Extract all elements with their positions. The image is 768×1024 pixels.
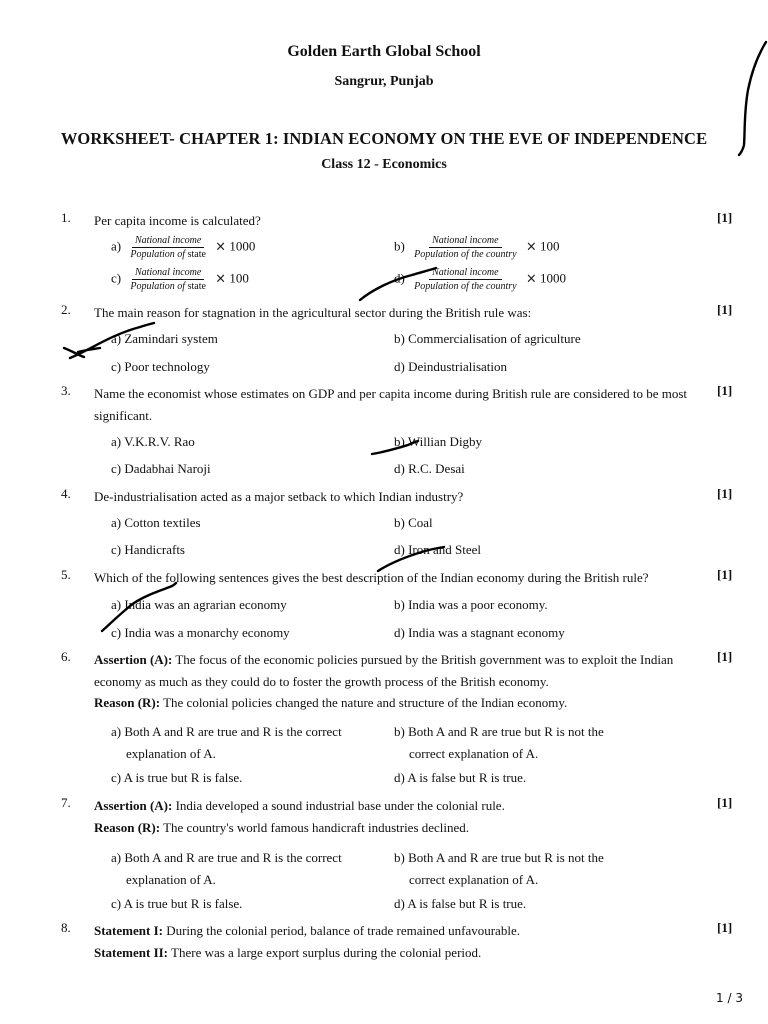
option-b: b) Coal bbox=[394, 515, 433, 530]
marks: [1] bbox=[717, 486, 733, 501]
assertion-text: The focus of the economic policies pursued by the British government was to exploit the Indian economy as much as they could do to foster the growth process of the British economy. bbox=[94, 652, 674, 689]
option-a: a) V.K.R.V. Rao bbox=[111, 434, 195, 449]
marks: [1] bbox=[717, 210, 733, 225]
multiplier: 100 bbox=[540, 238, 560, 254]
option-text: a) Both A and R are true and R is the correct bbox=[111, 724, 342, 739]
option-text-cont: correct explanation of A. bbox=[409, 746, 539, 761]
option-c: c) A is true but R is false. bbox=[111, 896, 243, 911]
assertion-text: India developed a sound industrial base under the colonial rule. bbox=[175, 798, 505, 813]
denominator-state: state bbox=[187, 281, 206, 292]
option-a bbox=[111, 721, 342, 765]
marks: [1] bbox=[717, 795, 733, 810]
option-b: b) India was a poor economy. bbox=[394, 597, 548, 612]
assertion-label: Assertion (A): bbox=[94, 798, 173, 813]
option-label: c) bbox=[111, 270, 122, 286]
question-text: Name the economist whose estimates on GDP and per capita income during British rule are considered to be most significant. bbox=[94, 386, 688, 423]
option-d: d) India was a stagnant economy bbox=[394, 625, 565, 640]
option-c: c) Poor technology bbox=[111, 359, 210, 374]
question-number: 3. bbox=[61, 383, 71, 398]
statement-1-text: During the colonial period, balance of trade remained unfavourable. bbox=[166, 923, 520, 938]
option-c bbox=[111, 266, 249, 293]
option-d: d) A is false but R is true. bbox=[394, 896, 527, 911]
option-d bbox=[394, 266, 566, 293]
denominator: Population of the country bbox=[414, 249, 517, 260]
option-b bbox=[394, 721, 604, 765]
option-b: b) Commercialisation of agriculture bbox=[394, 331, 581, 346]
option-label: a) bbox=[111, 238, 122, 254]
marks: [1] bbox=[717, 567, 733, 582]
fraction bbox=[411, 234, 520, 261]
option-text-cont: explanation of A. bbox=[126, 872, 216, 887]
multiplier: 1000 bbox=[540, 270, 566, 286]
reason-label: Reason (R): bbox=[94, 695, 161, 710]
denominator-state: state bbox=[187, 249, 206, 260]
reason-label: Reason (R): bbox=[94, 819, 161, 835]
worksheet-title: WORKSHEET- CHAPTER 1: INDIAN ECONOMY ON THE EVE OF INDEPENDENCE bbox=[60, 129, 708, 148]
denominator-text: Population of bbox=[130, 281, 186, 292]
times-sign: × bbox=[525, 239, 537, 255]
question-number: 1. bbox=[61, 210, 71, 225]
times-sign: × bbox=[215, 271, 227, 287]
question-number: 8. bbox=[61, 920, 71, 935]
question-text bbox=[94, 920, 694, 963]
fraction bbox=[127, 234, 209, 261]
option-a bbox=[111, 234, 255, 261]
option-label: b) bbox=[394, 238, 405, 254]
denominator-text: Population of bbox=[130, 249, 186, 260]
option-a: a) Cotton textiles bbox=[111, 515, 201, 530]
times-sign: × bbox=[215, 239, 227, 255]
statement-2-text: There was a large export surplus during the colonial period. bbox=[171, 944, 482, 960]
question-text: De-industrialisation acted as a major setback to which Indian industry? bbox=[94, 489, 464, 504]
question-number: 7. bbox=[61, 795, 71, 810]
denominator bbox=[127, 280, 209, 293]
multiplier: 100 bbox=[229, 270, 249, 286]
question-number: 2. bbox=[61, 302, 71, 317]
option-label: d) bbox=[394, 270, 405, 286]
option-text-cont: correct explanation of A. bbox=[409, 872, 539, 887]
question-number: 6. bbox=[61, 649, 71, 664]
marks: [1] bbox=[717, 302, 733, 317]
page-number: 1 / 3 bbox=[716, 991, 743, 1005]
reason-text: The colonial policies changed the nature and structure of the Indian economy. bbox=[163, 695, 568, 710]
option-text: b) Both A and R are true but R is not the bbox=[394, 850, 604, 865]
option-c: c) Dadabhai Naroji bbox=[111, 461, 211, 476]
option-c: c) A is true but R is false. bbox=[111, 770, 243, 785]
marks: [1] bbox=[717, 649, 733, 664]
option-d: d) R.C. Desai bbox=[394, 461, 465, 476]
question-text: Per capita income is calculated? bbox=[94, 213, 261, 228]
assertion-label: Assertion (A): bbox=[94, 652, 173, 667]
option-b: b) Willian Digby bbox=[394, 434, 483, 449]
times-sign: × bbox=[525, 271, 537, 287]
school-name: Golden Earth Global School bbox=[287, 43, 481, 60]
numerator: National income bbox=[132, 266, 204, 280]
option-d: d) Deindustrialisation bbox=[394, 359, 508, 374]
statement-1-label: Statement I: bbox=[94, 923, 163, 938]
fraction bbox=[411, 266, 520, 293]
reason-text: The country's world famous handicraft industries declined. bbox=[163, 819, 470, 835]
option-text: b) Both A and R are true but R is not the bbox=[394, 724, 604, 739]
school-location: Sangrur, Punjab bbox=[334, 74, 434, 89]
option-d: d) A is false but R is true. bbox=[394, 770, 527, 785]
option-text: a) Both A and R are true and R is the correct bbox=[111, 850, 342, 865]
statement-2-label: Statement II: bbox=[94, 944, 169, 960]
option-d: d) Iron and Steel bbox=[394, 542, 482, 557]
marks: [1] bbox=[717, 920, 733, 935]
question-text bbox=[94, 649, 694, 714]
option-b bbox=[394, 847, 604, 891]
denominator: Population of the country bbox=[414, 281, 517, 292]
marks: [1] bbox=[717, 383, 733, 398]
option-text-cont: explanation of A. bbox=[126, 746, 216, 761]
option-c: c) India was a monarchy economy bbox=[111, 625, 290, 640]
option-b bbox=[394, 234, 560, 261]
option-a bbox=[111, 847, 342, 891]
numerator: National income bbox=[132, 234, 204, 248]
option-c: c) Handicrafts bbox=[111, 542, 185, 557]
multiplier: 1000 bbox=[229, 238, 256, 254]
numerator: National income bbox=[429, 266, 501, 280]
denominator bbox=[127, 248, 209, 261]
question-number: 4. bbox=[61, 486, 71, 501]
option-a: a) India was an agrarian economy bbox=[111, 597, 287, 612]
question-text: The main reason for stagnation in the agricultural sector during the British rule was: bbox=[94, 305, 532, 320]
question-number: 5. bbox=[61, 567, 71, 582]
question-text: Which of the following sentences gives the best description of the Indian economy during the British rule? bbox=[94, 570, 649, 585]
option-a: a) Zamindari system bbox=[111, 331, 218, 346]
question-text bbox=[94, 795, 694, 838]
class-subject: Class 12 - Economics bbox=[321, 157, 447, 172]
fraction bbox=[127, 266, 209, 293]
numerator: National income bbox=[429, 234, 501, 248]
